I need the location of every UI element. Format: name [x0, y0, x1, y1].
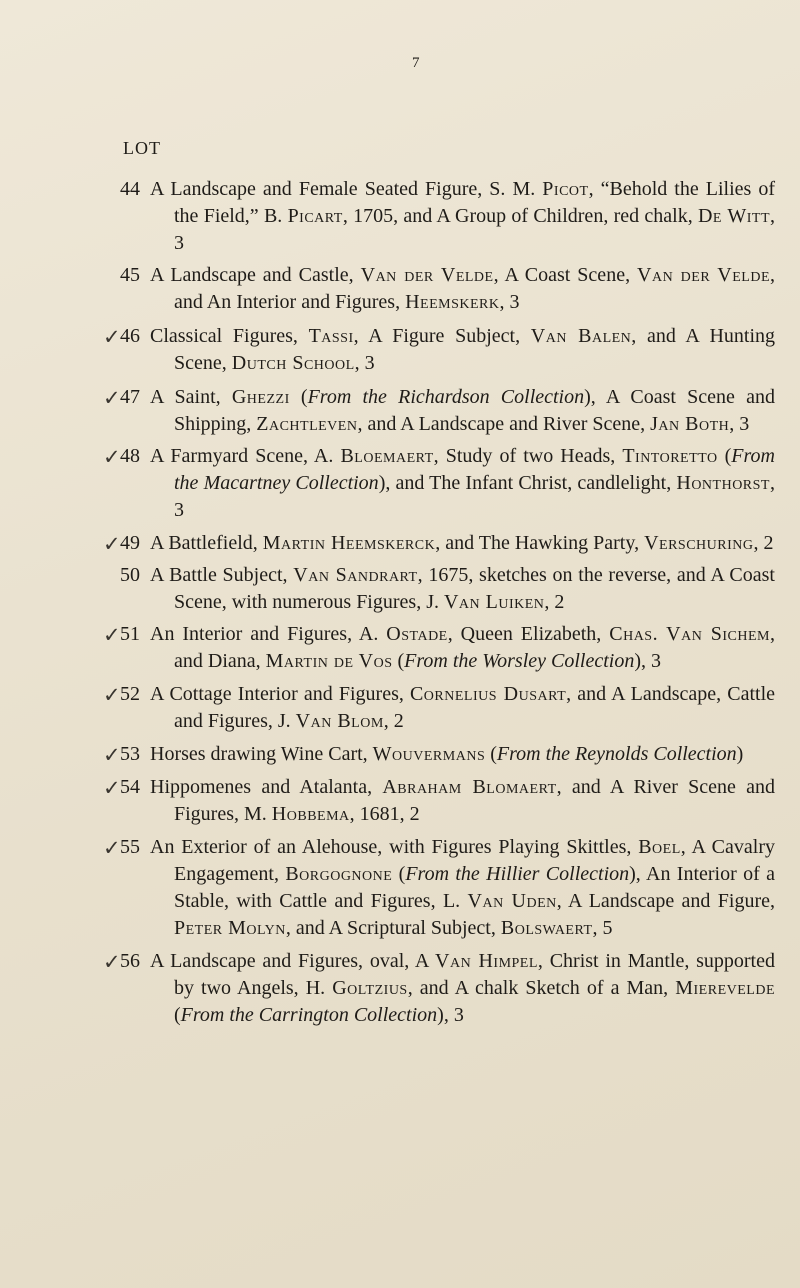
lot-number: 47 — [120, 386, 140, 408]
description-text: , 3 — [174, 205, 776, 254]
description-text: , A Figure Subject, — [353, 325, 531, 347]
lot-entry — [0, 741, 800, 768]
artist-name: Boel — [638, 836, 681, 858]
artist-name: Martin de Vos — [265, 650, 393, 672]
provenance-note: From the Macartney Collection — [174, 445, 775, 494]
checkmark-icon: ✓ — [103, 623, 121, 647]
artist-name: Zachtleven — [256, 413, 358, 435]
lot-entry — [0, 562, 800, 616]
provenance-note: From the Worsley Collection — [404, 650, 635, 672]
artist-name: Bolswaert — [500, 917, 593, 939]
description-text: Hippomenes and Atalanta, — [150, 776, 383, 798]
description-text: , and A River Scene and Figures, M. — [174, 776, 775, 825]
lot-description — [150, 443, 775, 524]
artist-name: Van Uden — [467, 890, 557, 912]
description-text: , 1681, 2 — [349, 803, 420, 825]
checkmark-icon: ✓ — [103, 776, 121, 800]
description-text: Horses drawing Wine Cart, — [150, 743, 373, 765]
description-text: A Landscape and Castle, — [150, 264, 361, 286]
checkmark-icon: ✓ — [103, 683, 121, 707]
artist-name: Bloemaert — [340, 445, 434, 467]
description-text: Classical Figures, — [150, 325, 309, 347]
provenance-note: From the Richardson Collection — [307, 386, 585, 408]
description-text: , A Coast Scene, — [493, 264, 638, 286]
description-text: A Battlefield, — [150, 532, 263, 554]
lot-number: 50 — [120, 564, 140, 586]
page-number: 7 — [412, 55, 420, 71]
lot-entry — [0, 176, 800, 257]
description-text: , and A chalk Sketch of a Man, — [407, 977, 676, 999]
description-text: A Saint, — [150, 386, 232, 408]
checkmark-icon: ✓ — [103, 386, 121, 410]
artist-name: Van Himpel — [435, 950, 538, 972]
description-text: , A Cavalry Engagement, — [174, 836, 775, 885]
lot-description — [150, 681, 775, 735]
description-text: ( — [289, 386, 308, 408]
description-text: ( — [392, 650, 405, 672]
description-text: , 1705, and A Group of Children, red chalk, — [342, 205, 698, 227]
artist-name: Heemskerk — [405, 291, 500, 313]
description-text: , 2 — [753, 532, 774, 554]
artist-name: Abraham Blomaert — [382, 776, 557, 798]
checkmark-icon: ✓ — [103, 532, 121, 556]
lot-number: 52 — [120, 683, 140, 705]
lot-description — [150, 562, 775, 616]
artist-name: Ghezzi — [231, 386, 290, 408]
provenance-note: From the Reynolds Collection — [496, 743, 737, 765]
description-text: , and An Interior and Figures, — [174, 264, 776, 313]
lot-number: 46 — [120, 325, 140, 347]
lot-number: 56 — [120, 950, 140, 972]
lot-description — [150, 384, 775, 438]
artist-name: Van Blom — [295, 710, 384, 732]
lot-entry — [0, 834, 800, 942]
description-text: An Exterior of an Alehouse, with Figures Playing Skittles, — [150, 836, 639, 858]
checkmark-icon: ✓ — [103, 950, 121, 974]
lot-entry — [0, 323, 800, 377]
artist-name: Van Sandrart — [293, 564, 418, 586]
description-text: , and A Landscape and River Scene, — [357, 413, 651, 435]
description-text: A Farmyard Scene, A. — [150, 445, 341, 467]
lot-number: 55 — [120, 836, 140, 858]
description-text: ( — [174, 1004, 181, 1026]
description-text: , 5 — [592, 917, 613, 939]
artist-name: Dutch School — [231, 352, 355, 374]
description-text: A Landscape and Figures, oval, A — [150, 950, 436, 972]
artist-name: Tassi — [308, 325, 354, 347]
artist-name: Ostade — [386, 623, 448, 645]
description-text: ) — [736, 743, 744, 765]
description-text: A Landscape and Female Seated Figure, S. M. — [150, 178, 543, 200]
lot-entry — [0, 530, 800, 557]
description-text: , and Diana, — [174, 623, 775, 672]
lot-entry — [0, 384, 800, 438]
artist-name: Van Balen — [530, 325, 632, 347]
description-text: ( — [717, 445, 732, 467]
lot-column-header: LOT — [123, 138, 161, 158]
description-text: , 3 — [729, 413, 750, 435]
lot-description — [150, 774, 775, 828]
description-text: , Study of two Heads, — [433, 445, 623, 467]
provenance-note: From the Carrington Collection — [180, 1004, 438, 1026]
artist-name: Van Luiken — [443, 591, 545, 613]
description-text: , 3 — [499, 291, 520, 313]
lot-number: 44 — [120, 178, 140, 200]
lot-entry — [0, 948, 800, 1029]
artist-name: Peter Molyn — [174, 917, 286, 939]
description-text: ), A Coast Scene and Shipping, — [174, 386, 775, 435]
lot-list — [0, 176, 800, 1029]
artist-name: Chas. Van Sichem — [609, 623, 770, 645]
checkmark-icon: ✓ — [103, 743, 121, 767]
lot-description — [150, 948, 775, 1029]
description-text: ), An Interior of a Stable, with Cattle and Figures, L. — [174, 863, 775, 912]
lot-number: 53 — [120, 743, 140, 765]
lot-description — [150, 176, 775, 257]
artist-name: Wouvermans — [372, 743, 486, 765]
artist-name: Van der Velde — [360, 264, 494, 286]
artist-name: Tintoretto — [622, 445, 718, 467]
artist-name: Goltzius — [332, 977, 408, 999]
lot-description — [150, 741, 775, 768]
artist-name: Verschuring — [644, 532, 754, 554]
lot-description — [150, 621, 775, 675]
provenance-note: From the Hillier Collection — [405, 863, 630, 885]
description-text: ( — [392, 863, 406, 885]
description-text: ), and The Infant Christ, candlelight, — [378, 472, 677, 494]
checkmark-icon: ✓ — [103, 836, 121, 860]
description-text: ( — [485, 743, 497, 765]
lot-number: 54 — [120, 776, 140, 798]
description-text: , 2 — [383, 710, 404, 732]
lot-number: 51 — [120, 623, 140, 645]
artist-name: Picart — [287, 205, 343, 227]
lot-entry — [0, 262, 800, 316]
artist-name: De Witt — [697, 205, 771, 227]
lot-entry — [0, 681, 800, 735]
description-text: ), 3 — [634, 650, 661, 672]
description-text: ), 3 — [437, 1004, 464, 1026]
lot-entry — [0, 443, 800, 524]
description-text: , Christ in Mantle, supported by two Angels, H. — [174, 950, 775, 999]
lot-entry — [0, 774, 800, 828]
description-text: A Cottage Interior and Figures, — [150, 683, 410, 705]
artist-name: Martin Heemskerck — [262, 532, 436, 554]
checkmark-icon: ✓ — [103, 325, 121, 349]
description-text: , and The Hawking Party, — [435, 532, 645, 554]
artist-name: Hobbema — [271, 803, 350, 825]
description-text: A Battle Subject, — [150, 564, 294, 586]
description-text: , 2 — [544, 591, 565, 613]
lot-description — [150, 834, 775, 942]
lot-number: 48 — [120, 445, 140, 467]
checkmark-icon: ✓ — [103, 445, 121, 469]
lot-entry — [0, 621, 800, 675]
lot-description — [150, 530, 775, 557]
artist-name: Van der Velde — [637, 264, 771, 286]
description-text: , and A Landscape, Cattle and Figures, J. — [174, 683, 775, 732]
description-text: , 3 — [354, 352, 375, 374]
lot-description — [150, 323, 775, 377]
lot-number: 49 — [120, 532, 140, 554]
description-text: , 1675, sketches on the reverse, and A Coast Scene, with numerous Figures, J. — [174, 564, 775, 613]
artist-name: Mierevelde — [675, 977, 775, 999]
description-text: , A Landscape and Figure, — [556, 890, 775, 912]
lot-number: 45 — [120, 264, 140, 286]
artist-name: Cornelius Dusart — [409, 683, 567, 705]
description-text: , 3 — [174, 472, 775, 521]
description-text: , and A Scriptural Subject, — [285, 917, 501, 939]
artist-name: Borgognone — [285, 863, 393, 885]
artist-name: Honthorst — [676, 472, 770, 494]
artist-name: Picot — [542, 178, 589, 200]
description-text: , “Behold the Lilies of the Field,” B. — [174, 178, 775, 227]
lot-description — [150, 262, 775, 316]
description-text: , Queen Elizabeth, — [447, 623, 610, 645]
artist-name: Jan Both — [650, 413, 730, 435]
description-text: , and A Hunting Scene, — [174, 325, 775, 374]
description-text: An Interior and Figures, A. — [150, 623, 387, 645]
